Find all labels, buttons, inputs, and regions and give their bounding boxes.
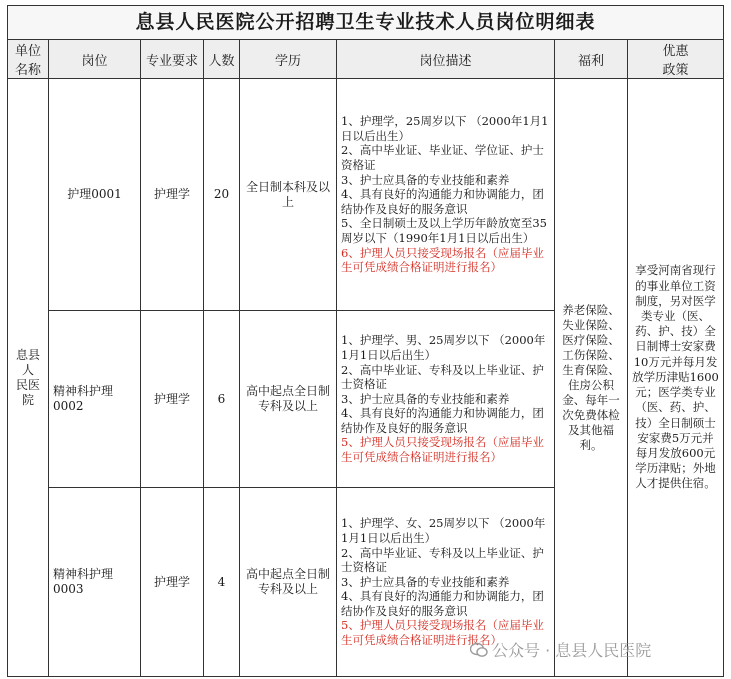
- major-cell: 护理学: [141, 311, 204, 488]
- desc-line: 4、具有良好的沟通能力和协调能力，团结协作及良好的服务意识: [341, 406, 544, 435]
- description-cell: [337, 311, 555, 488]
- desc-line: 1、护理学、男、25周岁以下 （2000年1月1日以后出生）: [341, 333, 546, 362]
- count-cell: 4: [204, 488, 240, 677]
- education-cell: 高中起点全日制专科及以上: [240, 311, 337, 488]
- watermark: [470, 638, 651, 662]
- education-cell: 高中起点全日制专科及以上: [240, 488, 337, 677]
- page-title: 息县人民医院公开招聘卫生专业技术人员岗位明细表: [8, 6, 724, 40]
- major-cell: 护理学: [141, 488, 204, 677]
- desc-line: 2、高中毕业证、专科及以上毕业证、护士资格证: [341, 362, 544, 392]
- education-cell: 全日制本科及以上: [240, 79, 337, 311]
- description-cell: [337, 79, 555, 311]
- desc-line: 1、护理学、女、25周岁以下 （2000年1月1日以后出生）: [341, 516, 546, 545]
- header-welfare: 福利: [555, 40, 628, 79]
- watermark-text: 公众号 · 息县人民医院: [492, 641, 652, 660]
- desc-line: 4、具有良好的沟通能力和协调能力，团结协作及良好的服务意识: [341, 187, 544, 216]
- policy-cell: 享受河南省现行的事业单位工资制度，另对医学类专业（医、药、护、技）全日制博士安家费10万元并每月发放学历津贴1600元；医学类专业（医、药、护、技）全日制硕士安家费5万元并每月发放600元学历津贴；外地人才提供住宿。: [628, 79, 724, 677]
- count-cell: 6: [204, 311, 240, 488]
- desc-line: 2、高中毕业证、毕业证、学位证、护士资格证: [341, 143, 544, 173]
- header-post: 岗位: [49, 40, 141, 79]
- desc-line: 1、护理学，25周岁以下 （2000年1月1日以后出生）: [341, 114, 549, 143]
- header-row: [8, 40, 724, 79]
- post-cell: 精神科护理0002: [49, 311, 141, 488]
- unit-name-cell: 息县人 民医院: [8, 79, 49, 677]
- desc-line: 5、全日制硕士及以上学历年龄放宽至35周岁以下（1990年1月1日以后出生）: [341, 216, 547, 245]
- header-unit: 单位 名称: [8, 40, 49, 79]
- desc-line: 4、具有良好的沟通能力和协调能力，团结协作及良好的服务意识: [341, 589, 544, 618]
- post-cell: 精神科护理0003: [49, 488, 141, 677]
- desc-line-highlight: 5、护理人员只接受现场报名（应届毕业生可凭成绩合格证明进行报名）: [341, 435, 544, 465]
- desc-line: 3、护士应具备的专业技能和素养: [341, 574, 510, 589]
- count-cell: 20: [204, 79, 240, 311]
- header-education: 学历: [240, 40, 337, 79]
- desc-line: 2、高中毕业证、专科及以上毕业证、护士资格证: [341, 545, 544, 575]
- post-cell: 护理0001: [49, 79, 141, 311]
- welfare-cell: 养老保险、失业保险、医疗保险、工伤保险、生育保险、住房公积金、每年一次免费体检及其他福利。: [555, 79, 628, 677]
- wechat-icon: [470, 642, 488, 662]
- table-row: [8, 79, 724, 311]
- header-policy: 优惠 政策: [628, 40, 724, 79]
- desc-line-highlight: 5、护理人员只接受现场报名（应届毕业生可凭成绩合格证明进行报名）: [341, 618, 544, 648]
- header-major: 专业要求: [141, 40, 204, 79]
- header-description: 岗位描述: [337, 40, 555, 79]
- header-count: 人数: [204, 40, 240, 79]
- desc-line-highlight: 6、护理人员只接受现场报名（应届毕业生可凭成绩合格证明进行报名）: [341, 245, 544, 275]
- major-cell: 护理学: [141, 79, 204, 311]
- desc-line: 3、护士应具备的专业技能和素养: [341, 391, 510, 406]
- recruitment-table: [7, 5, 724, 677]
- desc-line: 3、护士应具备的专业技能和素养: [341, 172, 510, 187]
